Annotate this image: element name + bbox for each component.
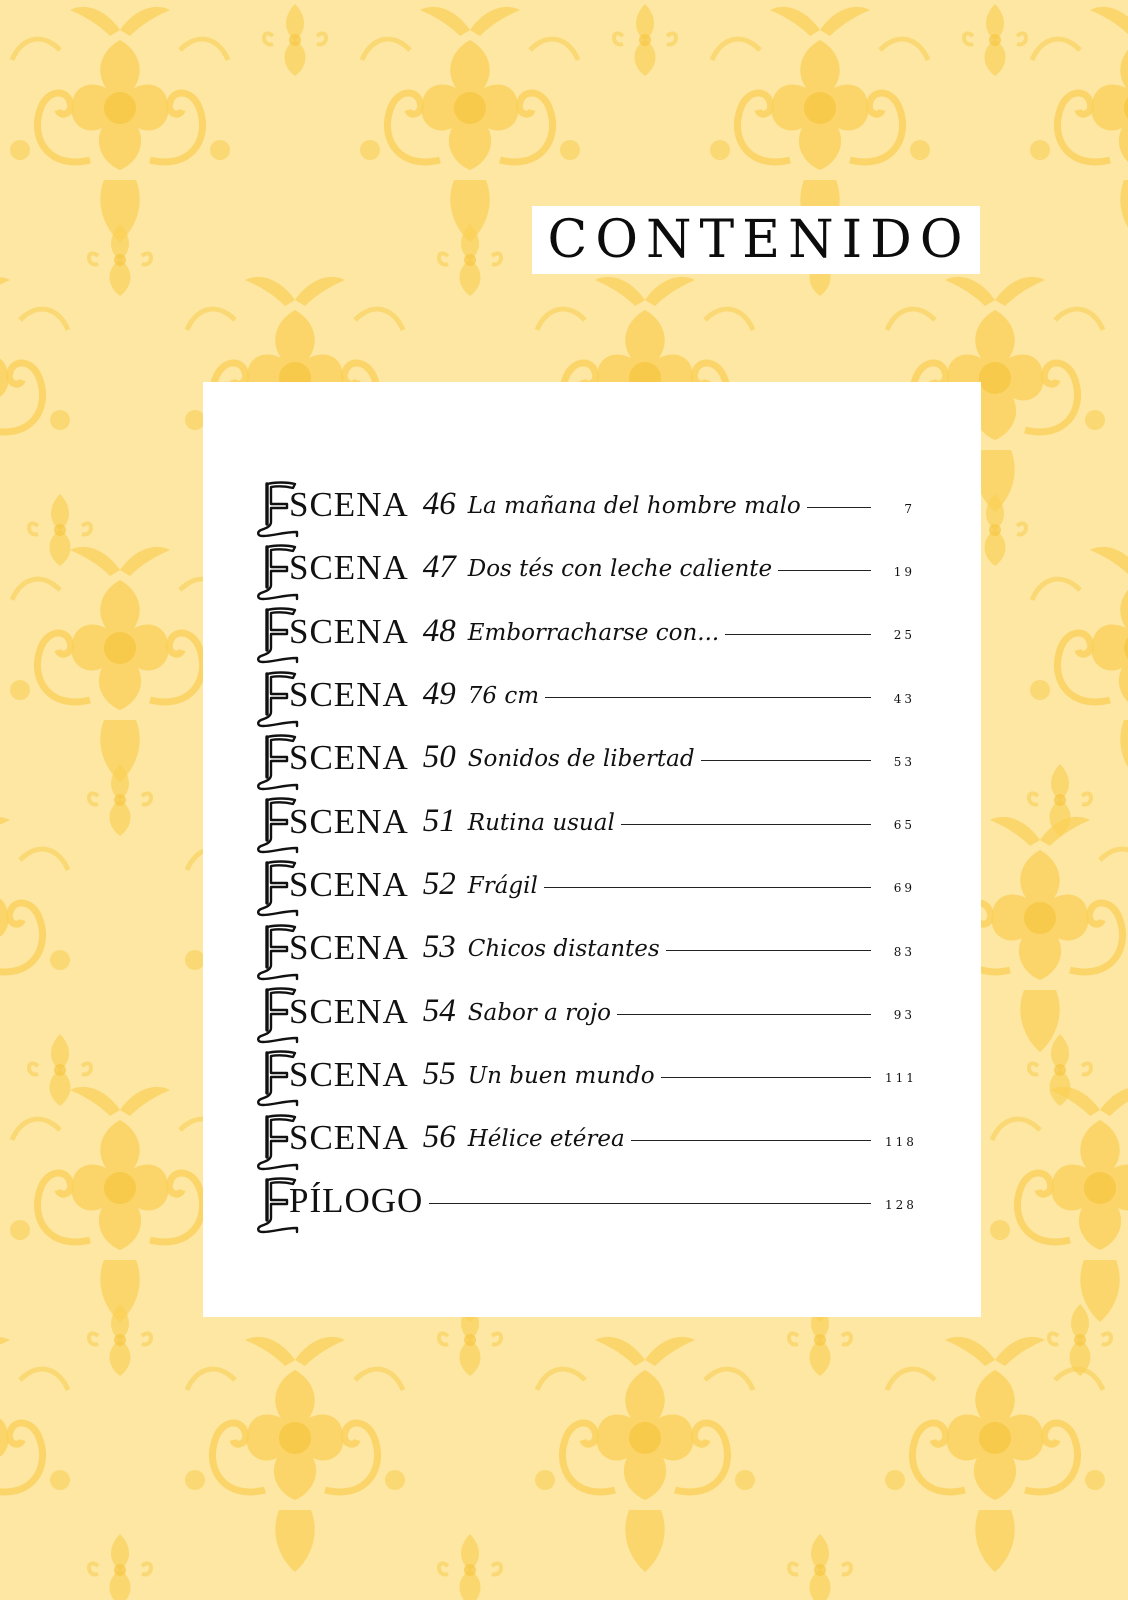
scene-title: Rutina usual: [467, 809, 615, 836]
scene-number: 55: [422, 1055, 456, 1092]
page-number: 65: [893, 818, 915, 833]
scene-keyword: SCENA: [289, 675, 409, 715]
scene-number: 49: [422, 676, 456, 713]
scene-title: Chicos distantes: [467, 936, 660, 963]
table-of-contents-list: [255, 475, 915, 1235]
leader-line: [631, 1140, 871, 1141]
toc-entry[interactable]: [255, 918, 915, 981]
toc-entry[interactable]: [255, 475, 915, 538]
leader-line: [429, 1203, 871, 1204]
leader-line: [544, 887, 871, 888]
scene-keyword: SCENA: [289, 1054, 409, 1094]
scene-number: 48: [422, 612, 456, 649]
leader-line: [778, 570, 871, 571]
toc-entry[interactable]: [255, 791, 915, 854]
scene-keyword: SCENA: [289, 928, 409, 968]
scene-number: 47: [422, 549, 456, 586]
scene-number: 54: [422, 992, 456, 1029]
leader-line: [545, 697, 871, 698]
page-number: 128: [885, 1197, 917, 1212]
scene-keyword: SCENA: [289, 991, 409, 1031]
leader-line: [725, 634, 871, 635]
leader-line: [617, 1014, 871, 1015]
page-number: 93: [893, 1008, 915, 1023]
scene-title: 76 cm: [467, 683, 540, 710]
title-banner: [532, 206, 980, 274]
scene-keyword: SCENA: [289, 864, 409, 904]
toc-entry[interactable]: [255, 602, 915, 665]
toc-entry[interactable]: [255, 1045, 915, 1108]
scene-number: 53: [422, 929, 456, 966]
scene-number: 56: [422, 1119, 456, 1156]
page-number: 69: [893, 881, 915, 896]
page-number: 43: [893, 691, 915, 706]
scene-title: Sonidos de libertad: [467, 746, 695, 773]
leader-line: [661, 1077, 871, 1078]
page-number: 7: [904, 501, 915, 516]
scene-title: Sabor a rojo: [467, 999, 611, 1026]
toc-entry[interactable]: [255, 981, 915, 1044]
leader-line: [807, 507, 871, 508]
scene-number: 50: [422, 739, 456, 776]
page-number: 53: [893, 754, 915, 769]
scene-title: Hélice etérea: [467, 1126, 625, 1153]
toc-entry-epilogue[interactable]: [255, 1171, 915, 1234]
page-number: 19: [893, 564, 915, 579]
page-number: 83: [893, 944, 915, 959]
scene-keyword: SCENA: [289, 548, 409, 588]
table-of-contents-card: [203, 382, 981, 1317]
scene-keyword: SCENA: [289, 801, 409, 841]
scene-title: Frágil: [467, 872, 538, 899]
toc-entry[interactable]: [255, 1108, 915, 1171]
leader-line: [666, 950, 871, 951]
toc-entry[interactable]: [255, 665, 915, 728]
epilogue-keyword: PÍLOGO: [289, 1181, 424, 1221]
scene-keyword: SCENA: [289, 485, 409, 525]
page-number: 111: [885, 1071, 917, 1086]
scene-keyword: SCENA: [289, 611, 409, 651]
scene-title: Un buen mundo: [467, 1062, 655, 1089]
scene-keyword: SCENA: [289, 1118, 409, 1158]
scene-title: La mañana del hombre malo: [467, 493, 801, 520]
leader-line: [621, 824, 871, 825]
leader-line: [701, 760, 871, 761]
scene-number: 52: [422, 865, 456, 902]
scene-number: 46: [422, 486, 456, 523]
toc-entry[interactable]: [255, 728, 915, 791]
toc-entry[interactable]: [255, 855, 915, 918]
toc-entry[interactable]: [255, 538, 915, 601]
page-number: 25: [893, 628, 915, 643]
page-title: CONTENIDO: [547, 210, 971, 270]
scene-keyword: SCENA: [289, 738, 409, 778]
page-number: 118: [885, 1134, 917, 1149]
scene-title: Dos tés con leche caliente: [467, 556, 773, 583]
scene-number: 51: [422, 802, 456, 839]
scene-title: Emborracharse con...: [467, 619, 720, 646]
